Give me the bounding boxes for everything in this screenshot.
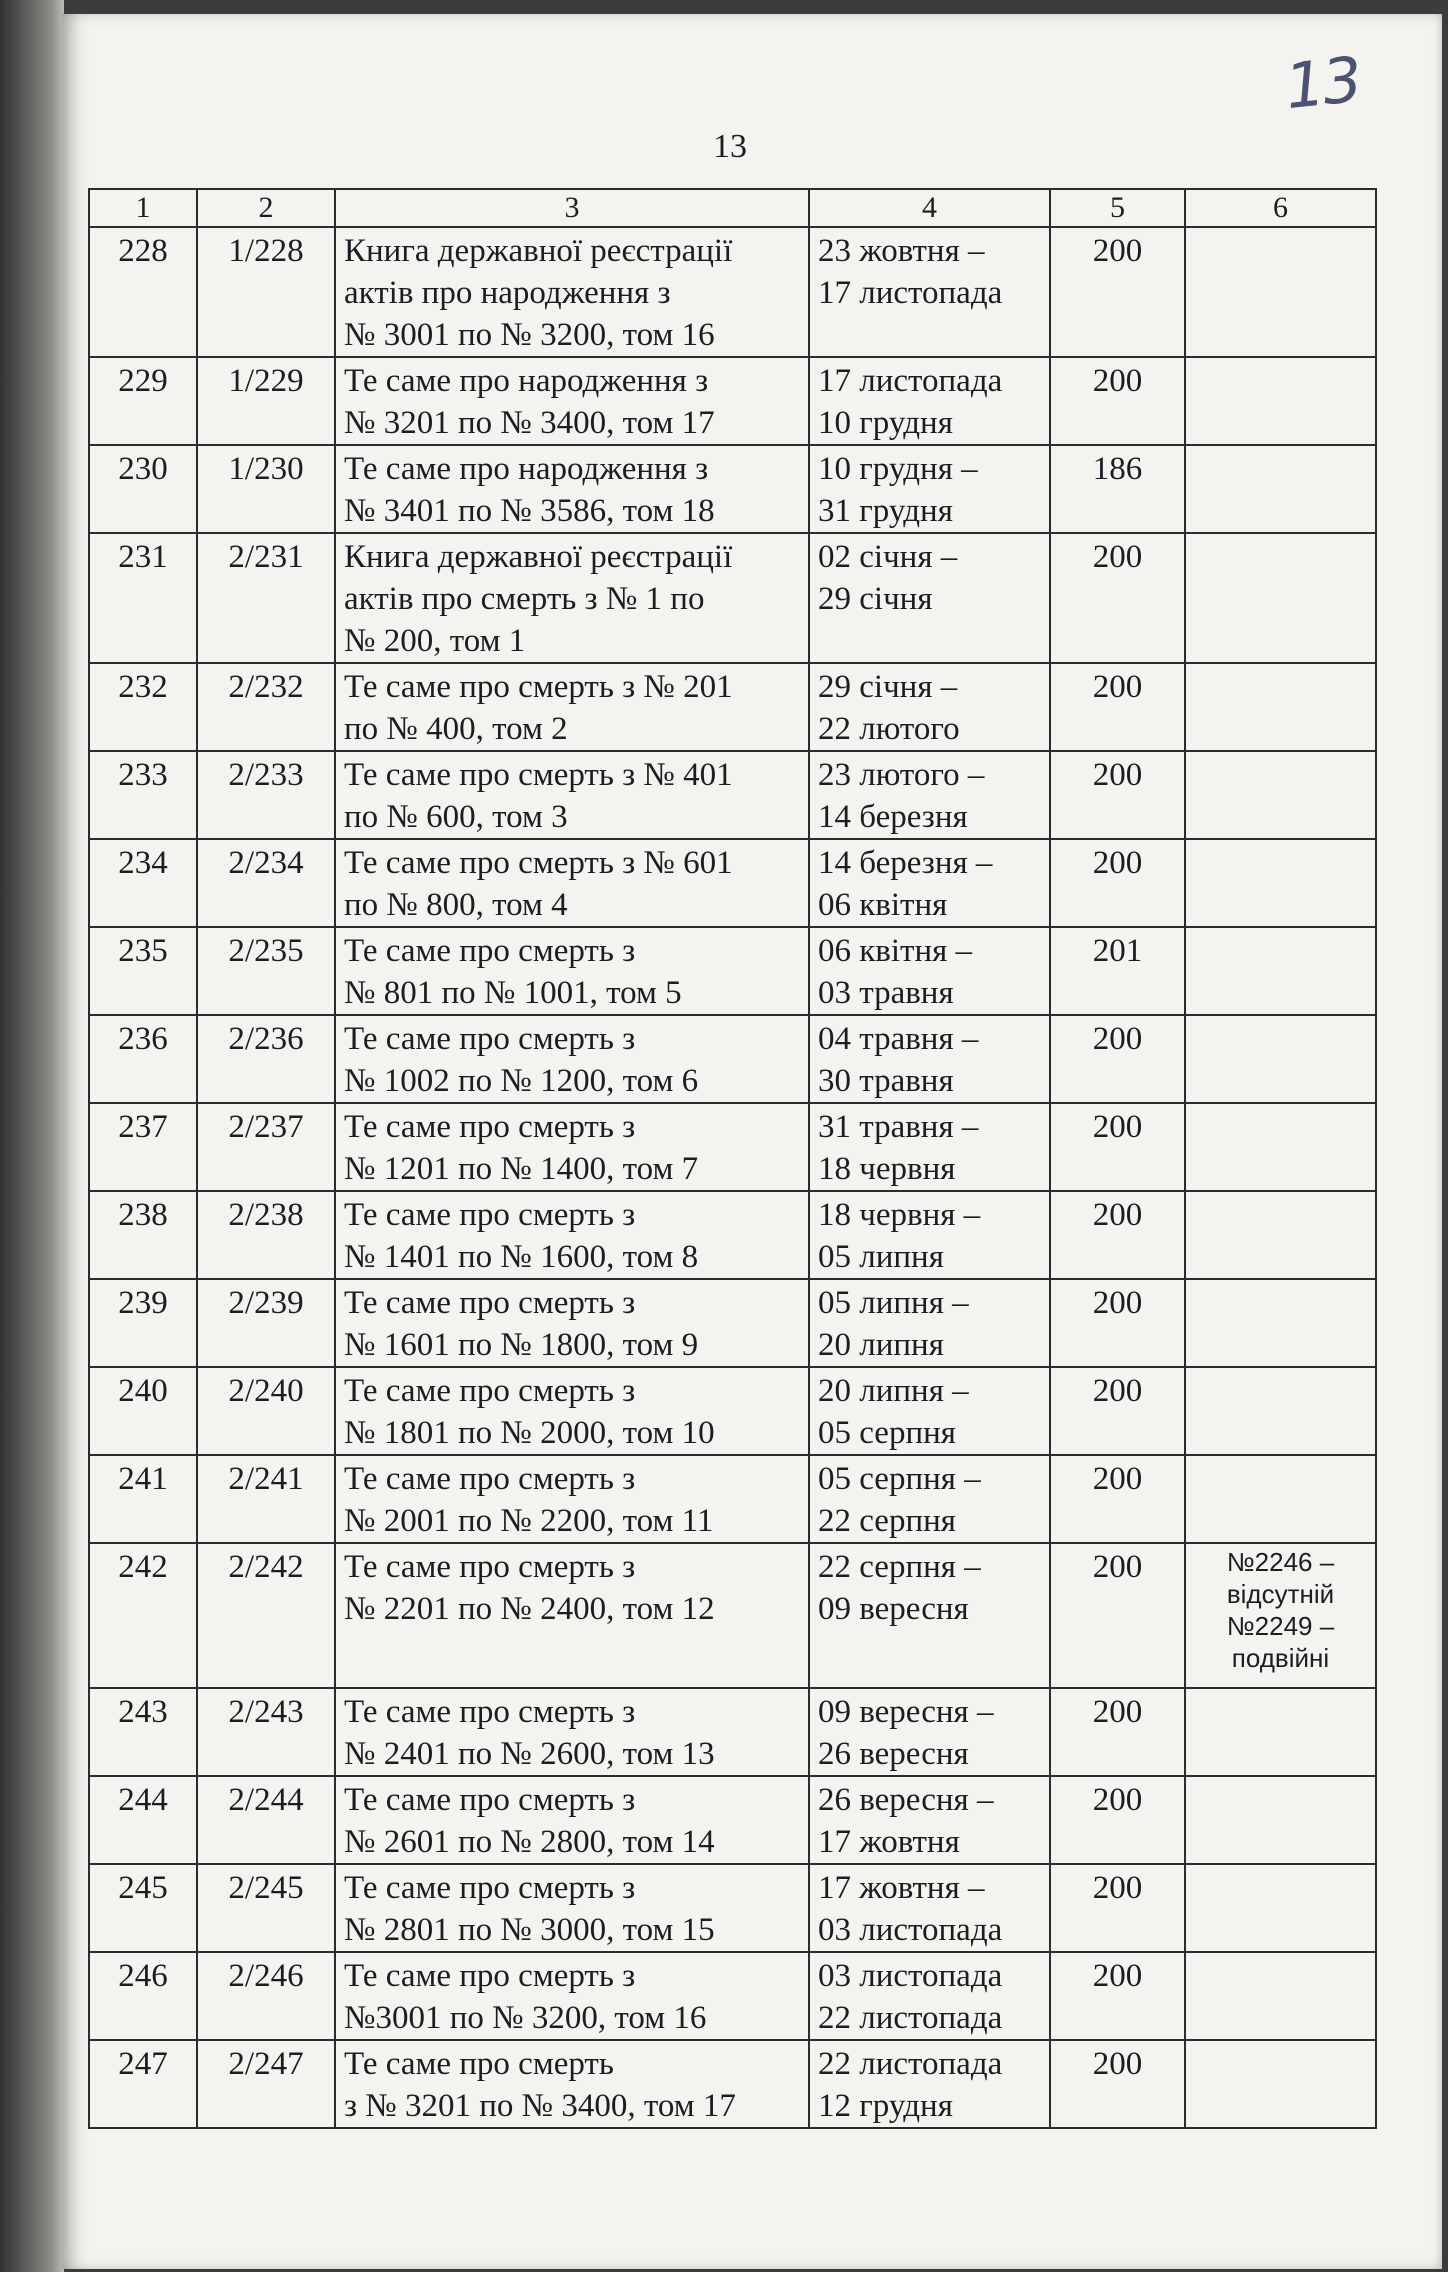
- table-row: [89, 1952, 1376, 2040]
- case-code: 2/242: [197, 1543, 335, 1688]
- registry-table: [88, 188, 1377, 2129]
- note: [1185, 533, 1376, 663]
- case-code: 2/240: [197, 1367, 335, 1455]
- date-range: 23 лютого – 14 березня: [809, 751, 1050, 839]
- sheet-count: 200: [1050, 1015, 1185, 1103]
- entry-number: 230: [89, 445, 197, 533]
- note: [1185, 1279, 1376, 1367]
- note: №2246 – відсутній №2249 – подвійні: [1185, 1543, 1376, 1688]
- note: [1185, 839, 1376, 927]
- table-row: [89, 663, 1376, 751]
- case-title: Те саме про смерть з № 201 по № 400, том 2: [335, 663, 809, 751]
- table-row: [89, 445, 1376, 533]
- date-range: 20 липня – 05 серпня: [809, 1367, 1050, 1455]
- handwritten-folio-number: 13: [1281, 42, 1364, 124]
- case-title: Те саме про смерть з № 2401 по № 2600, том 13: [335, 1688, 809, 1776]
- case-title: Те саме про смерть з № 1401 по № 1600, том 8: [335, 1191, 809, 1279]
- case-title: Те саме про смерть з № 2601 по № 2800, том 14: [335, 1776, 809, 1864]
- case-title: Те саме про смерть з № 401 по № 600, том 3: [335, 751, 809, 839]
- case-title: Те саме про народження з № 3201 по № 3400, том 17: [335, 357, 809, 445]
- entry-number: 246: [89, 1952, 197, 2040]
- entry-number: 244: [89, 1776, 197, 1864]
- sheet-count: 200: [1050, 533, 1185, 663]
- table-row: [89, 2040, 1376, 2128]
- case-title: Те саме про смерть з № 2001 по № 2200, том 11: [335, 1455, 809, 1543]
- note: [1185, 1952, 1376, 2040]
- case-title: Те саме про смерть з № 1801 по № 2000, том 10: [335, 1367, 809, 1455]
- case-code: 1/230: [197, 445, 335, 533]
- table-row: [89, 1367, 1376, 1455]
- note: [1185, 445, 1376, 533]
- sheet-count: 186: [1050, 445, 1185, 533]
- entry-number: 247: [89, 2040, 197, 2128]
- entry-number: 237: [89, 1103, 197, 1191]
- sheet-count: 200: [1050, 1688, 1185, 1776]
- sheet-count: 200: [1050, 1279, 1185, 1367]
- table-row: [89, 1191, 1376, 1279]
- case-code: 2/246: [197, 1952, 335, 2040]
- entry-number: 236: [89, 1015, 197, 1103]
- entry-number: 245: [89, 1864, 197, 1952]
- case-title: Книга державної реєстрації актів про народження з № 3001 по № 3200, том 16: [335, 227, 809, 357]
- case-code: 2/244: [197, 1776, 335, 1864]
- table-row: [89, 1543, 1376, 1688]
- sheet-count: 200: [1050, 1455, 1185, 1543]
- date-range: 02 січня – 29 січня: [809, 533, 1050, 663]
- entry-number: 229: [89, 357, 197, 445]
- entry-number: 239: [89, 1279, 197, 1367]
- entry-number: 241: [89, 1455, 197, 1543]
- date-range: 22 листопада 12 грудня: [809, 2040, 1050, 2128]
- column-header: 5: [1050, 189, 1185, 227]
- column-number-row: [89, 189, 1376, 227]
- note: [1185, 751, 1376, 839]
- date-range: 23 жовтня – 17 листопада: [809, 227, 1050, 357]
- note: [1185, 1455, 1376, 1543]
- case-code: 2/247: [197, 2040, 335, 2128]
- sheet-count: 200: [1050, 1543, 1185, 1688]
- date-range: 06 квітня – 03 травня: [809, 927, 1050, 1015]
- date-range: 22 серпня – 09 вересня: [809, 1543, 1050, 1688]
- case-title: Те саме про смерть з №3001 по № 3200, том 16: [335, 1952, 809, 2040]
- entry-number: 235: [89, 927, 197, 1015]
- note: [1185, 1367, 1376, 1455]
- table-row: [89, 1455, 1376, 1543]
- date-range: 31 травня – 18 червня: [809, 1103, 1050, 1191]
- sheet-count: 201: [1050, 927, 1185, 1015]
- sheet-count: 200: [1050, 839, 1185, 927]
- page-number: 13: [713, 128, 747, 165]
- case-code: 1/229: [197, 357, 335, 445]
- table-row: [89, 1103, 1376, 1191]
- sheet-count: 200: [1050, 2040, 1185, 2128]
- entry-number: 234: [89, 839, 197, 927]
- sheet-count: 200: [1050, 1103, 1185, 1191]
- case-title: Те саме про смерть з № 2801 по № 3000, том 15: [335, 1864, 809, 1952]
- date-range: 05 липня – 20 липня: [809, 1279, 1050, 1367]
- sheet-count: 200: [1050, 663, 1185, 751]
- note: [1185, 663, 1376, 751]
- entry-number: 238: [89, 1191, 197, 1279]
- case-code: 1/228: [197, 227, 335, 357]
- table-row: [89, 1864, 1376, 1952]
- date-range: 09 вересня – 26 вересня: [809, 1688, 1050, 1776]
- note: [1185, 1864, 1376, 1952]
- note: [1185, 927, 1376, 1015]
- entry-number: 243: [89, 1688, 197, 1776]
- case-title: Те саме про смерть з № 601 по № 800, том 4: [335, 839, 809, 927]
- date-range: 29 січня – 22 лютого: [809, 663, 1050, 751]
- note: [1185, 227, 1376, 357]
- date-range: 17 жовтня – 03 листопада: [809, 1864, 1050, 1952]
- column-header: 6: [1185, 189, 1376, 227]
- sheet-count: 200: [1050, 1776, 1185, 1864]
- entry-number: 240: [89, 1367, 197, 1455]
- date-range: 03 листопада 22 листопада: [809, 1952, 1050, 2040]
- table-row: [89, 533, 1376, 663]
- case-code: 2/241: [197, 1455, 335, 1543]
- case-title: Те саме про смерть з № 3201 по № 3400, том 17: [335, 2040, 809, 2128]
- note: [1185, 1776, 1376, 1864]
- case-code: 2/243: [197, 1688, 335, 1776]
- date-range: 17 листопада 10 грудня: [809, 357, 1050, 445]
- date-range: 05 серпня – 22 серпня: [809, 1455, 1050, 1543]
- case-code: 2/239: [197, 1279, 335, 1367]
- case-code: 2/234: [197, 839, 335, 927]
- entry-number: 232: [89, 663, 197, 751]
- case-title: Те саме про смерть з № 2201 по № 2400, том 12: [335, 1543, 809, 1688]
- sheet-count: 200: [1050, 1191, 1185, 1279]
- case-code: 2/238: [197, 1191, 335, 1279]
- case-code: 2/232: [197, 663, 335, 751]
- case-code: 2/231: [197, 533, 335, 663]
- case-title: Те саме про смерть з № 1002 по № 1200, том 6: [335, 1015, 809, 1103]
- column-header: 2: [197, 189, 335, 227]
- table-row: [89, 1776, 1376, 1864]
- entry-number: 228: [89, 227, 197, 357]
- date-range: 04 травня – 30 травня: [809, 1015, 1050, 1103]
- date-range: 14 березня – 06 квітня: [809, 839, 1050, 927]
- table-row: [89, 357, 1376, 445]
- entry-number: 242: [89, 1543, 197, 1688]
- note: [1185, 2040, 1376, 2128]
- column-header: 1: [89, 189, 197, 227]
- sheet-count: 200: [1050, 357, 1185, 445]
- note: [1185, 1015, 1376, 1103]
- case-title: Книга державної реєстрації актів про смерть з № 1 по № 200, том 1: [335, 533, 809, 663]
- note: [1185, 1191, 1376, 1279]
- date-range: 10 грудня – 31 грудня: [809, 445, 1050, 533]
- table-row: [89, 927, 1376, 1015]
- table-row: [89, 1015, 1376, 1103]
- case-title: Те саме про смерть з № 1601 по № 1800, том 9: [335, 1279, 809, 1367]
- table-row: [89, 1688, 1376, 1776]
- date-range: 26 вересня – 17 жовтня: [809, 1776, 1050, 1864]
- note: [1185, 357, 1376, 445]
- sheet-count: 200: [1050, 1367, 1185, 1455]
- sheet-count: 200: [1050, 227, 1185, 357]
- case-code: 2/245: [197, 1864, 335, 1952]
- case-code: 2/236: [197, 1015, 335, 1103]
- sheet-count: 200: [1050, 1864, 1185, 1952]
- sheet-count: 200: [1050, 1952, 1185, 2040]
- table-row: [89, 839, 1376, 927]
- date-range: 18 червня – 05 липня: [809, 1191, 1050, 1279]
- sheet-count: 200: [1050, 751, 1185, 839]
- case-title: Те саме про смерть з № 1201 по № 1400, том 7: [335, 1103, 809, 1191]
- column-header: 4: [809, 189, 1050, 227]
- table-row: [89, 751, 1376, 839]
- case-code: 2/233: [197, 751, 335, 839]
- table-row: [89, 1279, 1376, 1367]
- case-code: 2/237: [197, 1103, 335, 1191]
- case-code: 2/235: [197, 927, 335, 1015]
- case-title: Те саме про народження з № 3401 по № 3586, том 18: [335, 445, 809, 533]
- entry-number: 233: [89, 751, 197, 839]
- case-title: Те саме про смерть з № 801 по № 1001, том 5: [335, 927, 809, 1015]
- note: [1185, 1688, 1376, 1776]
- book-binding: [0, 0, 64, 2272]
- table-row: [89, 227, 1376, 357]
- column-header: 3: [335, 189, 809, 227]
- entry-number: 231: [89, 533, 197, 663]
- note: [1185, 1103, 1376, 1191]
